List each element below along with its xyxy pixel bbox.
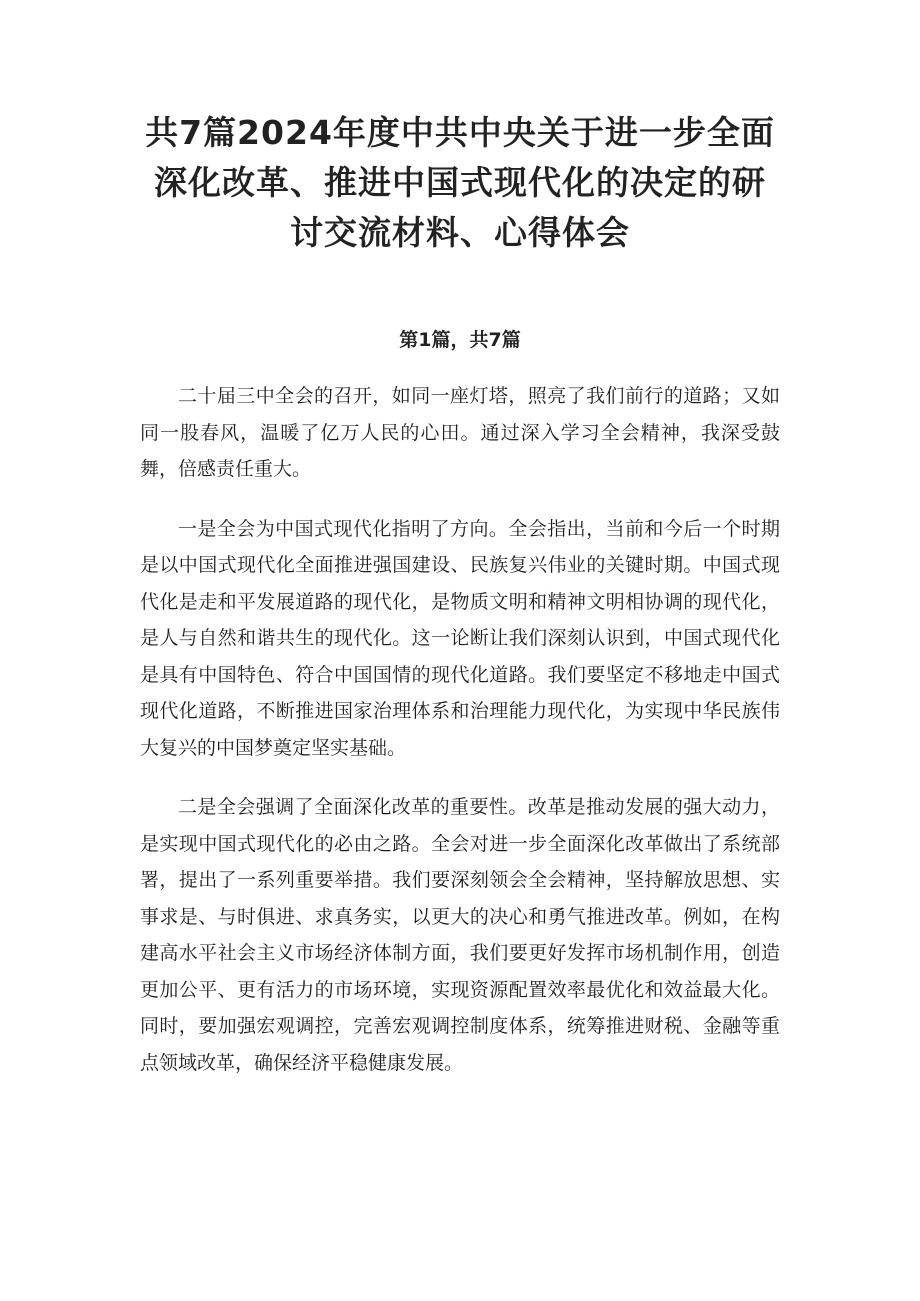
document-title: 共7篇2024年度中共中央关于进一步全面深化改革、推进中国式现代化的决定的研讨交流材料、心得体会 (145, 113, 775, 252)
document-body (140, 378, 780, 1104)
paragraph-intro: 二十届三中全会的召开，如同一座灯塔，照亮了我们前行的道路；又如同一股春风，温暖了亿万人民的心田。通过深入学习全会精神，我深受鼓舞，倍感责任重大。 (140, 385, 780, 480)
section-heading: 第1篇，共7篇 (399, 329, 521, 351)
paragraph-point-one: 一是全会为中国式现代化指明了方向。全会指出，当前和今后一个时期是以中国式现代化全面推进强国建设、民族复兴伟业的关键时期。中国式现代化是走和平发展道路的现代化，是物质文明和精神文明相协调的现代化，是人与自然和谐共生的现代化。这一论断让我们深刻认识到，中国式现代化是具有中国特色、符合中国国情的现代化道路。我们要坚定不移地走中国式现代化道路，不断推进国家治理体系和治理能力现代化，为实现中华民族伟大复兴的中国梦奠定坚实基础。 (140, 517, 780, 759)
paragraph-point-two: 二是全会强调了全面深化改革的重要性。改革是推动发展的强大动力，是实现中国式现代化的必由之路。全会对进一步全面深化改革做出了系统部署，提出了一系列重要举措。我们要深刻领会全会精神，坚持解放思想、实事求是、与时俱进、求真务实，以更大的决心和勇气推进改革。例如，在构建高水平社会主义市场经济体制方面，我们要更好发挥市场机制作用，创造更加公平、更有活力的市场环境，实现资源配置效率最优化和效益最大化。同时，要加强宏观调控，完善宏观调控制度体系，统筹推进财税、金融等重点领域改革，确保经济平稳健康发展。 (140, 796, 780, 1074)
